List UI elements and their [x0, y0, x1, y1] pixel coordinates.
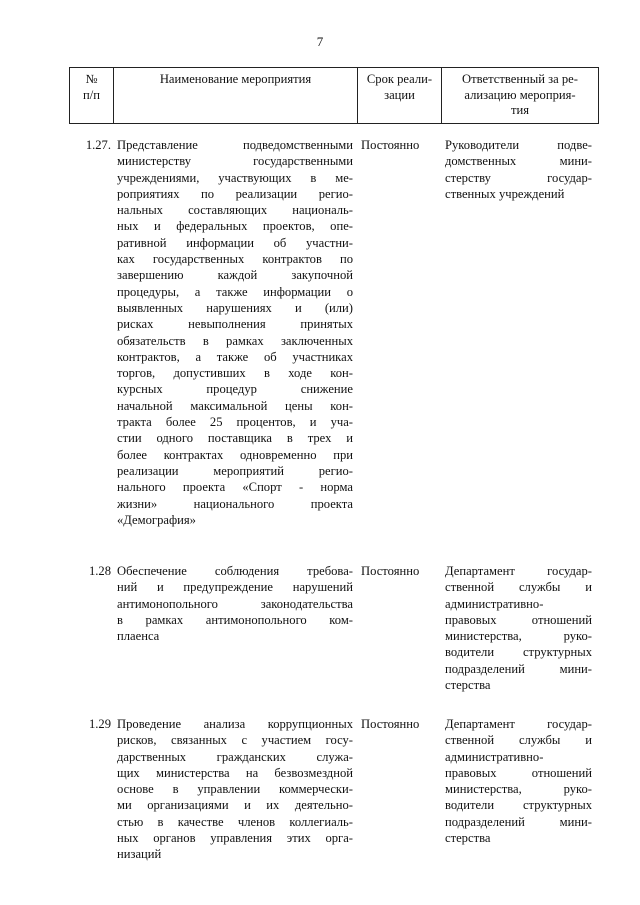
responsible-line: правовых отношений [445, 612, 592, 627]
responsible-line: подразделений мини- [445, 661, 592, 676]
activity-line: процедуры, а также информации о [117, 284, 353, 299]
row-term: Постоянно [361, 717, 420, 731]
activity-line: в рамках антимонопольного ком- [117, 612, 353, 627]
activity-line: ми организациями и их деятельно- [117, 798, 353, 813]
responsible-line: подразделений мини- [445, 814, 592, 829]
activity-line: плаенса [117, 629, 160, 644]
activity-line: жизни» национального проекта [117, 496, 353, 511]
responsible-line: министерства, руко- [445, 629, 592, 644]
header-number-line: № [85, 72, 98, 86]
activity-line: обязательств в рамках заключенных [117, 333, 353, 348]
row-activity-name [117, 137, 353, 528]
activity-line: курсных процедур снижение [117, 382, 353, 397]
responsible-line: административно- [445, 749, 544, 764]
activity-line: рисков, связанных с участием госу- [117, 733, 353, 748]
responsible-line: водители структурных [445, 798, 592, 813]
responsible-line: административно- [445, 596, 544, 611]
header-responsible-line: тия [510, 103, 530, 117]
header-name-line: Наименование мероприятия [159, 72, 312, 86]
activity-line: стии одного поставщика в трех и [117, 431, 353, 446]
row-responsible [445, 137, 592, 202]
activity-line: основе в управлении коммерчески- [117, 782, 353, 797]
row-term: Постоянно [361, 564, 420, 578]
responsible-line: Руководители подве- [445, 138, 592, 152]
activity-line: щих министерства на безвозмездной [117, 765, 353, 780]
activity-line: реализации мероприятий регио- [117, 463, 353, 478]
activity-line: контрактов, а также об участниках [117, 349, 353, 364]
header-responsible-line: Ответственный за ре- [462, 72, 578, 86]
header-responsible-line: ализацию мероприя- [464, 87, 576, 102]
activity-line: Обеспечение соблюдения требова- [117, 564, 353, 578]
activity-line: рисках невыполнения принятых [117, 317, 353, 332]
activity-line: начальной максимальной цены кон- [117, 398, 353, 413]
responsible-line: правовых отношений [445, 765, 592, 780]
activity-line: ний и предупреждение нарушений [117, 580, 353, 595]
activity-line: ративной информации об участни- [117, 235, 353, 250]
activity-line: ных органов управления этих орга- [117, 831, 353, 846]
responsible-line: ственной службы и [445, 580, 592, 595]
header-term-column [358, 68, 442, 124]
activity-line: низаций [117, 847, 162, 862]
responsible-line: ственных учреждений [445, 186, 565, 201]
header-term-line: Срок реали- [366, 72, 433, 86]
row-activity-name [117, 563, 353, 644]
header-name-column [114, 68, 358, 124]
activity-line: стью в качестве членов коллегиаль- [117, 814, 353, 829]
activity-line: тракта более 25 процентов, и уча- [117, 415, 353, 430]
responsible-line: стерства [445, 831, 491, 846]
activity-line: министерству государственными [117, 154, 353, 169]
header-responsible-column [442, 68, 599, 124]
activity-line: более контрактах одновременно при [117, 447, 353, 462]
responsible-line: министерства, руко- [445, 782, 592, 797]
activity-line: учреждениями, участвующих в ме- [117, 170, 353, 185]
header-number-line: п/п [83, 87, 100, 102]
activity-line: дарственных гражданских служа- [117, 749, 353, 764]
row-responsible [445, 563, 592, 693]
activity-line: нальных составляющих националь- [117, 203, 353, 218]
responsible-line: ственной службы и [445, 733, 592, 748]
row-number: 1.27. [85, 138, 111, 152]
page-number: 7 [316, 34, 324, 49]
row-number: 1.28 [88, 564, 111, 578]
activity-line: Проведение анализа коррупционных [117, 717, 353, 731]
activity-line: торгов, допустивших в ходе кон- [117, 366, 353, 381]
responsible-line: Департамент государ- [445, 717, 592, 731]
header-number-column [70, 68, 114, 124]
activity-line: роприятиях по реализации регио- [117, 186, 353, 201]
responsible-line: Департамент государ- [445, 564, 592, 578]
activity-line: выявленных нарушениях и (или) [117, 300, 353, 315]
activity-line: Представление подведомственными [117, 138, 353, 152]
responsible-line: стерству государ- [445, 170, 592, 185]
table-header [69, 67, 599, 124]
row-activity-name [117, 716, 353, 863]
row-number: 1.29 [88, 717, 111, 731]
activity-line: «Демография» [117, 512, 196, 527]
activity-line: нального проекта «Спорт - норма [117, 480, 353, 495]
activity-line: антимонопольного законодательства [117, 596, 353, 611]
responsible-line: домственных мини- [445, 154, 592, 169]
responsible-line: стерства [445, 678, 491, 693]
row-term: Постоянно [361, 138, 420, 152]
activity-line: ках государственных контрактов по [117, 252, 353, 267]
responsible-line: водители структурных [445, 645, 592, 660]
activity-line: завершению каждой закупочной [117, 268, 353, 283]
activity-line: ных и федеральных проектов, опе- [117, 219, 353, 234]
header-term-line: зации [384, 87, 415, 102]
row-responsible [445, 716, 592, 846]
